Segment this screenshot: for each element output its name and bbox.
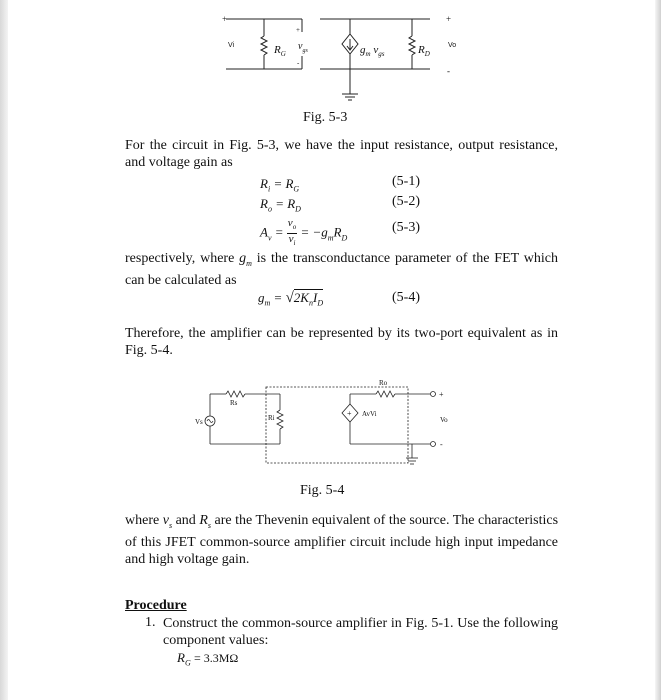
equation-number-5-4: (5-4)	[392, 290, 420, 305]
page-shadow-left	[0, 0, 8, 700]
rg-label: $R_G$	[274, 44, 286, 58]
component-value-rg: $R_G = 3.3M\Omega$	[177, 650, 239, 668]
equation-number-5-2: (5-2)	[392, 194, 420, 209]
paragraph-two-port: Therefore, the amplifier can be represented by its two-port equivalent as in Fig. 5-4.	[125, 326, 558, 358]
gm-vgs-label: $g_m$ $v_{gs}$	[360, 44, 385, 58]
fig-5-3-caption: Fig. 5-3	[303, 110, 348, 125]
procedure-heading: Procedure	[125, 598, 187, 613]
vs-label: Vs	[195, 418, 203, 426]
procedure-item-number: 1.	[145, 615, 156, 630]
rd-resistor	[409, 36, 415, 55]
vi-label: Vi	[228, 42, 235, 49]
page-shadow-right	[655, 0, 661, 700]
vgs-label: $v_{gs}$	[298, 41, 308, 54]
paragraph-transconductance: respectively, where $g_m$ is the transconductance parameter of the FET which can be calculated as	[125, 251, 558, 288]
procedure-item-1: Construct the common-source amplifier in Fig. 5-1. Use the following component values:	[163, 616, 558, 648]
equation-5-4: $g_m = √2K_nI_D$	[258, 290, 324, 308]
vgs-minus: -	[297, 59, 300, 67]
equation-5-2: $R_o = R_D$	[260, 196, 301, 214]
output-terminal-top	[431, 392, 436, 397]
rs-resistor	[226, 391, 245, 397]
ro-resistor	[376, 391, 395, 397]
vgs-plus: +	[296, 26, 300, 34]
ri-resistor	[277, 410, 283, 429]
rg-resistor	[261, 36, 267, 55]
rs-label: Rs	[230, 399, 238, 407]
output-plus: +	[439, 390, 444, 399]
equation-number-5-1: (5-1)	[392, 174, 420, 189]
equation-number-5-3: (5-3)	[392, 220, 420, 235]
equation-5-1: $R_i = R_G$	[260, 176, 300, 194]
equation-5-3: $A_v$ = $\frac{v_o}{v_i}$ = $-g_mR_D$	[260, 217, 348, 248]
fig-5-3-circuit	[210, 10, 470, 106]
fig-5-4-circuit	[190, 370, 460, 470]
avvi-plus: +	[347, 409, 352, 418]
output-terminal-bottom	[431, 442, 436, 447]
paragraph-intro: For the circuit in Fig. 5-3, we have the input resistance, output resistance, and voltage gain as	[125, 138, 558, 170]
fraction-numerator: $v_o$	[287, 218, 297, 234]
rd-label: $R_D$	[418, 44, 430, 58]
output-minus: -	[440, 440, 443, 449]
plus-right: +	[446, 14, 452, 24]
paragraph-thevenin: where $v_s$ and $R_s$ are the Thevenin equivalent of the source. The characteristics of this JFET common-source amplifier circuit include high input impedance and high voltage gain.	[125, 513, 559, 567]
vo-label-54: Vo	[440, 416, 448, 424]
two-port-box	[266, 387, 408, 463]
minus-right: -	[447, 66, 450, 76]
vo-label: Vo	[448, 42, 457, 49]
ro-label: Ro	[379, 379, 388, 387]
ri-label: Ri	[268, 414, 275, 422]
plus-left: +	[222, 14, 228, 24]
fraction-denominator: $v_i$	[288, 233, 296, 248]
avvi-label: AvVi	[362, 410, 377, 418]
fig-5-4-caption: Fig. 5-4	[300, 483, 345, 498]
